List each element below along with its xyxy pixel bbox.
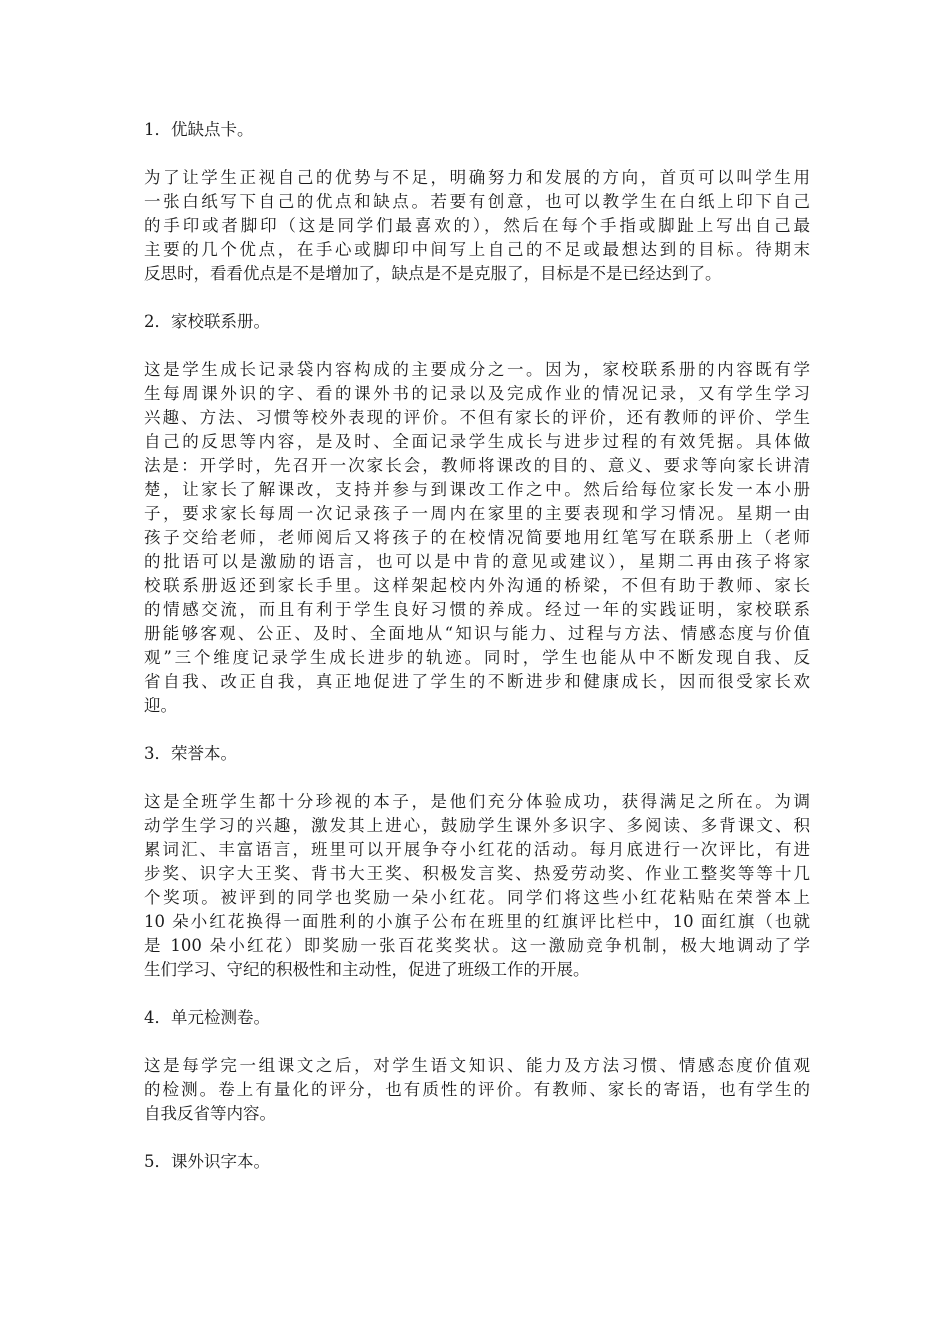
paragraph-line: 孩子交给老师，老师阅后又将孩子的在校情况简要地用红笔写在联系册上（老师 (144, 528, 810, 547)
section-heading: 4．单元检测卷。 (144, 1008, 270, 1027)
paragraph-line: 生每周课外识的字、看的课外书的记录以及完成作业的情况记录，又有学生学习 (144, 384, 810, 403)
paragraph-line: 兴趣、方法、习惯等校外表现的评价。不但有家长的评价，还有教师的评价、学生 (144, 408, 810, 427)
paragraph-line: 自我反省等内容。 (144, 1104, 276, 1123)
paragraph-line: 法是：开学时，先召开一次家长会，教师将课改的目的、意义、要求等向家长讲清 (144, 456, 810, 475)
paragraph-line: 观”三个维度记录学生成长进步的轨迹。同时，学生也能从中不断发现自我、反 (144, 648, 810, 667)
section-heading: 3．荣誉本。 (144, 744, 237, 763)
paragraph-line: 这是学生成长记录袋内容构成的主要成分之一。因为，家校联系册的内容既有学 (144, 360, 810, 379)
paragraph-line: 楚，让家长了解课改，支持并参与到课改工作之中。然后给每位家长发一本小册 (144, 480, 810, 499)
paragraph-line: 迎。 (144, 696, 177, 715)
document-page (144, 118, 810, 1198)
paragraph-line: 累词汇、丰富语言，班里可以开展争夺小红花的活动。每月底进行一次评比，有进 (144, 840, 810, 859)
paragraph-line: 子，要求家长每周一次记录孩子一周内在家里的主要表现和学习情况。星期一由 (144, 504, 810, 523)
paragraph-line: 10 朵小红花换得一面胜利的小旗子公布在班里的红旗评比栏中，10 面红旗（也就 (144, 912, 810, 931)
section-paragraph (144, 790, 810, 982)
paragraph-line: 的手印或者脚印（这是同学们最喜欢的），然后在每个手指或脚趾上写出自己最 (144, 216, 810, 235)
paragraph-line: 生们学习、守纪的积极性和主动性，促进了班级工作的开展。 (144, 960, 590, 979)
paragraph-line: 册能够客观、公正、及时、全面地从“知识与能力、过程与方法、情感态度与价值 (144, 624, 810, 643)
section-heading: 5．课外识字本。 (144, 1152, 270, 1171)
paragraph-line: 动学生学习的兴趣，激发其上进心，鼓励学生课外多识字、多阅读、多背课文、积 (144, 816, 810, 835)
section-heading: 1．优缺点卡。 (144, 120, 254, 139)
section-paragraph (144, 1054, 810, 1126)
paragraph-line: 一张白纸写下自己的优点和缺点。若要有创意，也可以教学生在白纸上印下自己 (144, 192, 810, 211)
paragraph-line: 校联系册返还到家长手里。这样架起校内外沟通的桥梁，不但有助于教师、家长 (144, 576, 810, 595)
paragraph-line: 反思时，看看优点是不是增加了，缺点是不是克服了，目标是不是已经达到了。 (144, 264, 722, 283)
paragraph-line: 这是每学完一组课文之后，对学生语文知识、能力及方法习惯、情感态度价值观 (144, 1056, 810, 1075)
paragraph-line: 是 100 朵小红花）即奖励一张百花奖奖状。这一激励竞争机制，极大地调动了学 (144, 936, 810, 955)
paragraph-line: 这是全班学生都十分珍视的本子，是他们充分体验成功，获得满足之所在。为调 (144, 792, 810, 811)
section-paragraph (144, 358, 810, 718)
paragraph-line: 为了让学生正视自己的优势与不足，明确努力和发展的方向，首页可以叫学生用 (144, 168, 810, 187)
section-heading: 2．家校联系册。 (144, 312, 270, 331)
paragraph-line: 的批语可以是激励的语言，也可以是中肯的意见或建议），星期二再由孩子将家 (144, 552, 810, 571)
section-paragraph (144, 166, 810, 286)
paragraph-line: 的检测。卷上有量化的评分，也有质性的评价。有教师、家长的寄语，也有学生的 (144, 1080, 810, 1099)
paragraph-line: 个奖项。被评到的同学也奖励一朵小红花。同学们将这些小红花粘贴在荣誉本上 (144, 888, 810, 907)
paragraph-line: 的情感交流，而且有利于学生良好习惯的养成。经过一年的实践证明，家校联系 (144, 600, 810, 619)
paragraph-line: 省自我、改正自我，真正地促进了学生的不断进步和健康成长，因而很受家长欢 (144, 672, 810, 691)
paragraph-line: 自己的反思等内容，是及时、全面记录学生成长与进步过程的有效凭据。具体做 (144, 432, 810, 451)
paragraph-line: 步奖、识字大王奖、背书大王奖、积极发言奖、热爱劳动奖、作业工整奖等等十几 (144, 864, 810, 883)
paragraph-line: 主要的几个优点，在手心或脚印中间写上自己的不足或最想达到的目标。待期末 (144, 240, 810, 259)
